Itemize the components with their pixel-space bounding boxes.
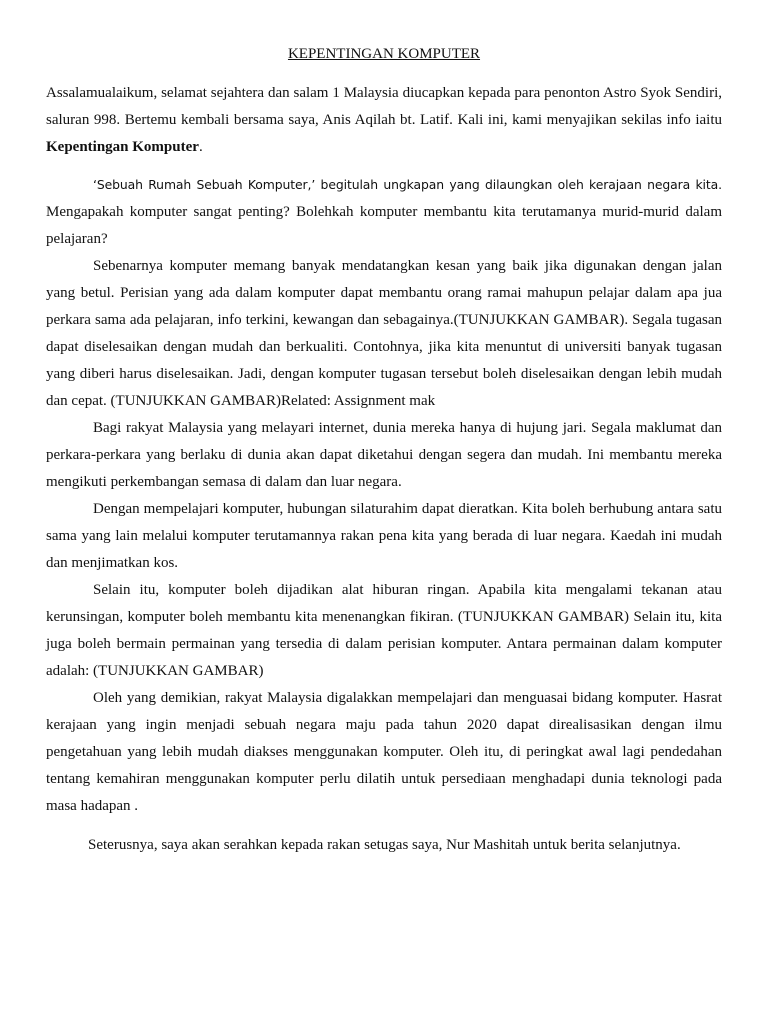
intro-bold-topic: Kepentingan Komputer [46, 139, 199, 155]
paragraph-6: Oleh yang demikian, rakyat Malaysia digalakkan mempelajari dan menguasai bidang komputer. Hasrat kerajaan yang ingin menjadi sebuah negara maju pada tahun 2020 dapat direalisasikan dengan ilmu pengetahuan yang lebih mudah diakses menggunakan komputer. Oleh itu, di peringkat awal lagi pendedahan tentang kemahiran menggunakan komputer perlu dilatih untuk persediaan menghadapi dunia teknologi pada masa hadapan . [46, 690, 722, 814]
paragraph-5: Selain itu, komputer boleh dijadikan alat hiburan ringan. Apabila kita mengalami tekanan atau kerunsingan, komputer boleh membantu kita menenangkan fikiran. (TUNJUKKAN GAMBAR) Selain itu, kita juga boleh bermain permainan yang tersedia di dalam perisian komputer. Antara permainan dalam komputer adalah: (TUNJUKKAN GAMBAR) [46, 582, 722, 679]
document-page [46, 44, 722, 859]
intro-end: . [198, 139, 203, 155]
slogan-quote: ‘Sebuah Rumah Sebuah Komputer,’ begitulah ungkapan yang dilaungkan oleh kerajaan negara kita. [93, 177, 722, 192]
paragraph-2: Sebenarnya komputer memang banyak mendatangkan kesan yang baik jika digunakan dengan jalan yang betul. Perisian yang ada dalam komputer dapat membantu orang ramai mahupun pelajar dalam apa jua perkara sama ada pelajaran, info terkini, kewangan dan sebagainya.(TUNJUKKAN GAMBAR). Segala tugasan dapat diselesaikan dengan mudah dan berkualiti. Contohnya, jika kita menuntut di universiti banyak tugasan yang diberi harus diselesaikan. Jadi, dengan komputer tugasan tersebut boleh diselesaikan dengan lebih mudah dan cepat. (TUNJUKKAN GAMBAR)Related: Assignment mak [46, 258, 722, 409]
closing-paragraph: Seterusnya, saya akan serahkan kepada rakan setugas saya, Nur Mashitah untuk berita selanjutnya. [88, 837, 681, 853]
paragraph-1 [46, 171, 722, 253]
paragraph-4: Dengan mempelajari komputer, hubungan silaturahim dapat dieratkan. Kita boleh berhubung antara satu sama yang lain melalui komputer terutamannya rakan pena kita yang berada di luar negara. Kaedah ini mudah dan menjimatkan kos. [46, 501, 722, 571]
paragraph-1-text: Mengapakah komputer sangat penting? Bolehkah komputer membantu kita terutamanya murid-murid dalam pelajaran? [46, 204, 722, 247]
paragraph-3: Bagi rakyat Malaysia yang melayari internet, dunia mereka hanya di hujung jari. Segala maklumat dan perkara-perkara yang berlaku di dunia akan dapat diketahui dengan segera dan mudah. Ini membantu mereka mengikuti perkembangan semasa di dalam dan luar negara. [46, 420, 722, 490]
document-title: KEPENTINGAN KOMPUTER [287, 46, 481, 62]
intro-paragraph [46, 80, 722, 161]
intro-text: Assalamualaikum, selamat sejahtera dan salam 1 Malaysia diucapkan kepada para penonton Astro Syok Sendiri, saluran 998. Bertemu kembali bersama saya, Anis Aqilah bt. Latif. Kali ini, kami menyajikan sekilas info iaitu [46, 85, 722, 128]
